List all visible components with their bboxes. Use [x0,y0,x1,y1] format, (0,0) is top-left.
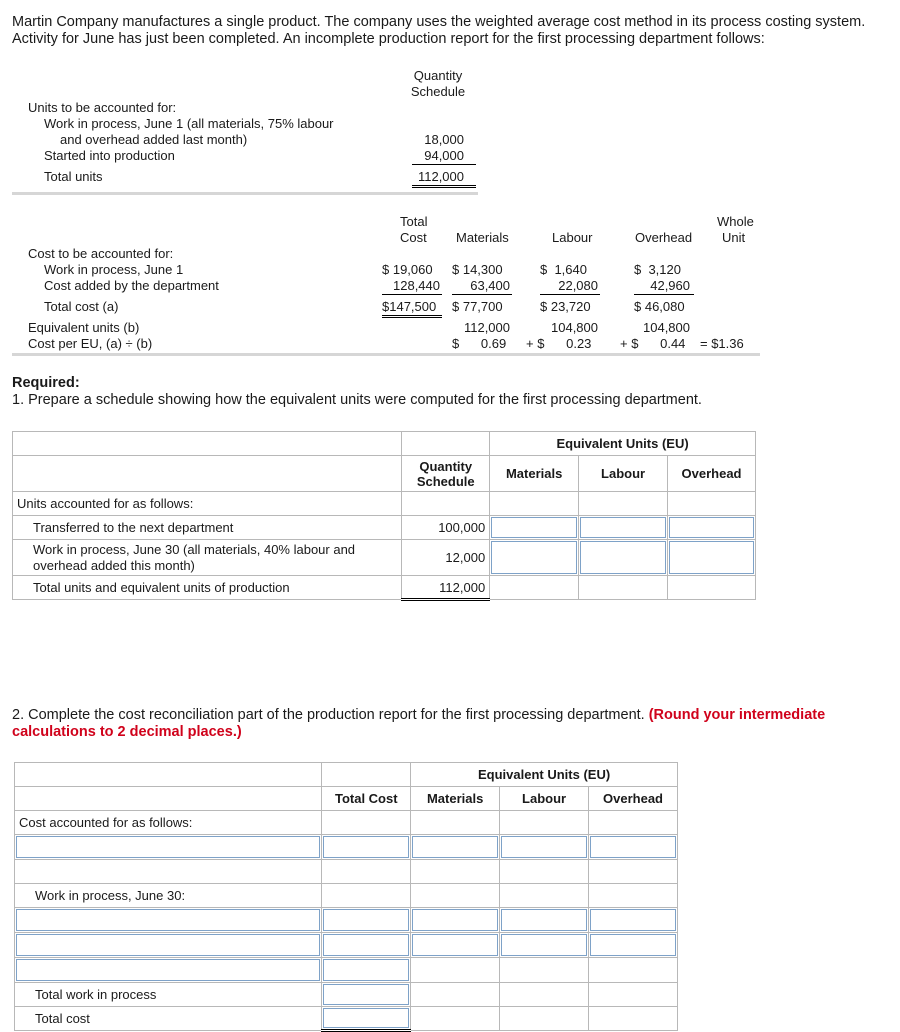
cr-wip-row3-total-input[interactable] [323,959,409,981]
cr-empty [500,811,589,835]
eu-table-blank-header-qty [402,432,490,456]
cr-empty [589,958,678,983]
cr-blank [322,763,411,787]
wip-qty: 18,000 [424,132,464,147]
cr-wip-row1-labour-cell [500,908,589,933]
cr-total-cost-input[interactable] [323,1008,409,1028]
eu-table-section-label: Units accounted for as follows: [13,492,402,516]
whole-unit-header-line1: Whole [717,214,754,229]
total-overhead-cost: $ 46,080 [634,299,685,314]
added-total-cost: 128,440 [393,278,440,293]
cr-empty [589,1007,678,1031]
wip-labour-cost: $ 1,640 [540,262,587,277]
cr-row1-label-cell [15,835,322,860]
intro-text: Martin Company manufactures a single product. The company uses the weighted average cost method in its process costing system. Activity for June has just been completed. An incomplete production report for the first processing department follows: [12,14,866,47]
cr-empty [589,983,678,1007]
section-separator-1 [12,192,478,195]
total-cost-header-line2: Cost [400,230,427,245]
cr-total-cost-cell [322,1007,411,1031]
row-qty: 100,000 [402,516,490,540]
cr-row1-overhead-input[interactable] [590,836,676,858]
cr-empty [411,1007,500,1031]
cr-wip-row2-total-cell [322,933,411,958]
row-label [13,540,402,576]
cost-to-account-label: Cost to be accounted for: [28,246,174,261]
wip-june30-labour-input[interactable] [580,541,666,574]
labour-header: Labour [552,230,593,245]
eu-table-empty [668,492,756,516]
equivalent-units-table [12,431,756,601]
cr-row1-overhead-cell [589,835,678,860]
row-label: Transferred to the next department [13,516,402,540]
cr-blank [15,787,322,811]
total-cost-header-line1: Total [400,214,428,229]
eu-table-blank-header [13,432,402,456]
cr-wip-row2-total-input[interactable] [323,934,409,956]
cr-wip-row1-overhead-input[interactable] [590,909,676,931]
required-title: Required: [12,375,80,391]
cr-empty [322,884,411,908]
total-double-underline [382,315,442,318]
per-eu-whole-unit: = $1.36 [700,336,744,351]
cr-wip-row2-materials-input[interactable] [412,934,498,956]
cr-total-wip-cell [322,983,411,1007]
per-eu-materials: $ 0.69 [452,336,507,351]
cr-row1-labour-input[interactable] [501,836,587,858]
cr-row1-total-input[interactable] [323,836,409,858]
cr-wip-row2-label-cell [15,933,322,958]
started-qty: 94,000 [424,148,464,163]
cr-empty [500,860,589,884]
units-to-account-label: Units to be accounted for: [28,100,177,115]
cr-empty [411,884,500,908]
cr-wip-row3-total-cell [322,958,411,983]
row-label-text: Work in process, June 30 (all materials, 40% labour and overhead added this month) [33,541,356,573]
eu-table-materials-header: Materials [490,456,579,492]
wip-june1-line2: and overhead added last month) [60,132,248,147]
cr-wip-row1-materials-cell [411,908,500,933]
cr-wip-row1-label-cell [15,908,322,933]
quantity-header-line2: Schedule [410,84,466,99]
overhead-header: Overhead [635,230,693,245]
cr-empty [322,860,411,884]
question-1: 1. Prepare a schedule showing how the equivalent units were computed for the first processing department. [12,392,702,408]
question-2-rounding-note: (Round your intermediate calculations to 2 decimal places.) [12,707,826,740]
materials-underline [452,294,512,295]
cr-wip-row2-materials-cell [411,933,500,958]
row-label: Total units and equivalent units of production [13,576,402,600]
eu-table-empty [579,492,668,516]
qty-underline [412,164,476,165]
cr-empty [500,884,589,908]
whole-unit-header-line2: Unit [722,230,746,245]
labour-underline [540,294,600,295]
cr-wip-row1-labour-input[interactable] [501,909,587,931]
transferred-overhead-cell [668,516,756,540]
wip-overhead-cost: $ 3,120 [634,262,681,277]
cr-overhead-header: Overhead [589,787,678,811]
row-qty: 112,000 [402,576,490,600]
cr-empty [411,811,500,835]
cr-wip-row1-total-cell [322,908,411,933]
cr-wip-row3-label-cell [15,958,322,983]
qty-double-underline [412,185,476,188]
cr-materials-header: Materials [411,787,500,811]
wip-june30-materials-input[interactable] [491,541,577,574]
question-2-text: 2. Complete the cost reconciliation part of the production report for the first processing department. [12,707,649,723]
question-2 [12,707,882,741]
cr-wip-row2-label-input[interactable] [16,934,320,956]
cr-empty [589,811,678,835]
cr-wip-june30-label: Work in process, June 30: [15,884,322,908]
cr-labour-header: Labour [500,787,589,811]
cr-cost-accounted-label: Cost accounted for as follows: [15,811,322,835]
eu-table-blank-subheader [13,456,402,492]
cr-total-cost-label: Total cost [15,1007,322,1031]
eu-table-empty [402,492,490,516]
eu-table-labour-header: Labour [579,456,668,492]
eu-table-qty-header-line1: Quantity [419,458,473,474]
eu-labour: 104,800 [551,320,598,335]
cr-wip-row2-overhead-input[interactable] [590,934,676,956]
total-underline [382,294,442,295]
transferred-materials-cell [490,516,579,540]
table-row [13,540,756,576]
cr-wip-row2-overhead-cell [589,933,678,958]
wip-june30-overhead-cell [668,540,756,576]
cr-empty [15,860,322,884]
cost-per-eu-label: Cost per EU, (a) ÷ (b) [28,336,153,351]
cr-empty [500,958,589,983]
cr-row1-materials-input[interactable] [412,836,498,858]
section-separator-2 [12,353,760,356]
cr-empty [411,860,500,884]
cr-wip-row2-labour-cell [500,933,589,958]
total-labour-cost: $ 23,720 [540,299,591,314]
cr-empty [411,958,500,983]
eu-table-overhead-header: Overhead [668,456,756,492]
added-overhead-cost: 42,960 [650,278,690,293]
wip-june1-line1: Work in process, June 1 (all materials, 75% labour [44,116,334,131]
transferred-materials-input[interactable] [491,517,577,538]
cr-empty [411,983,500,1007]
total-eu-labour-cell [579,576,668,600]
cr-empty [500,983,589,1007]
eu-table-eu-header: Equivalent Units (EU) [490,432,756,456]
cr-wip-row1-total-input[interactable] [323,909,409,931]
equivalent-units-label: Equivalent units (b) [28,320,140,335]
cr-empty [589,860,678,884]
required-block [12,375,702,409]
wip-materials-cost: $ 14,300 [452,262,503,277]
cr-total-wip-label: Total work in process [15,983,322,1007]
cr-row1-materials-cell [411,835,500,860]
cost-added-label: Cost added by the department [44,278,219,293]
cr-row1-label-input[interactable] [16,836,320,858]
cr-wip-row1-overhead-cell [589,908,678,933]
transferred-labour-cell [579,516,668,540]
per-eu-labour: + $ 0.23 [526,336,592,351]
cr-row1-labour-cell [500,835,589,860]
cr-eu-header: Equivalent Units (EU) [411,763,678,787]
cr-total-cost-header: Total Cost [322,787,411,811]
cr-total-wip-input[interactable] [323,984,409,1005]
transferred-overhead-input[interactable] [669,517,754,538]
wip-total-cost: $ 19,060 [382,262,433,277]
total-qty: 112,000 [417,169,464,184]
per-eu-overhead: + $ 0.44 [620,336,686,351]
cr-empty [500,1007,589,1031]
cr-row1-total-cell [322,835,411,860]
cr-wip-row1-label-input[interactable] [16,909,320,931]
wip-june30-overhead-input[interactable] [669,541,754,574]
eu-table-qty-header-line2: Schedule [416,473,475,489]
total-cost-label: Total cost (a) [44,299,119,314]
cr-wip-row1-materials-input[interactable] [412,909,498,931]
total-eu-overhead-cell [668,576,756,600]
wip-june1-cost-label: Work in process, June 1 [44,262,184,277]
eu-overhead: 104,800 [643,320,690,335]
added-labour-cost: 22,080 [558,278,598,293]
cr-empty [589,884,678,908]
quantity-header-line1: Quantity [413,68,463,83]
overhead-underline [634,294,694,295]
cr-wip-row2-labour-input[interactable] [501,934,587,956]
cr-wip-row3-label-input[interactable] [16,959,320,981]
eu-table-qty-header [402,456,490,492]
cr-blank [15,763,322,787]
transferred-labour-input[interactable] [580,517,666,538]
table-row [13,576,756,600]
cr-empty [322,811,411,835]
cost-reconciliation-table [14,762,678,1032]
table-row [13,516,756,540]
wip-june30-labour-cell [579,540,668,576]
row-qty: 12,000 [402,540,490,576]
eu-table-empty [490,492,579,516]
total-materials-cost: $ 77,700 [452,299,503,314]
quantity-header [400,68,476,100]
materials-header: Materials [456,230,509,245]
eu-materials: 112,000 [463,320,510,335]
total-units-label: Total units [44,169,103,184]
total-eu-materials-cell [490,576,579,600]
added-materials-cost: 63,400 [470,278,510,293]
started-label: Started into production [44,148,175,163]
wip-june30-materials-cell [490,540,579,576]
total-total-cost: $147,500 [382,299,437,314]
